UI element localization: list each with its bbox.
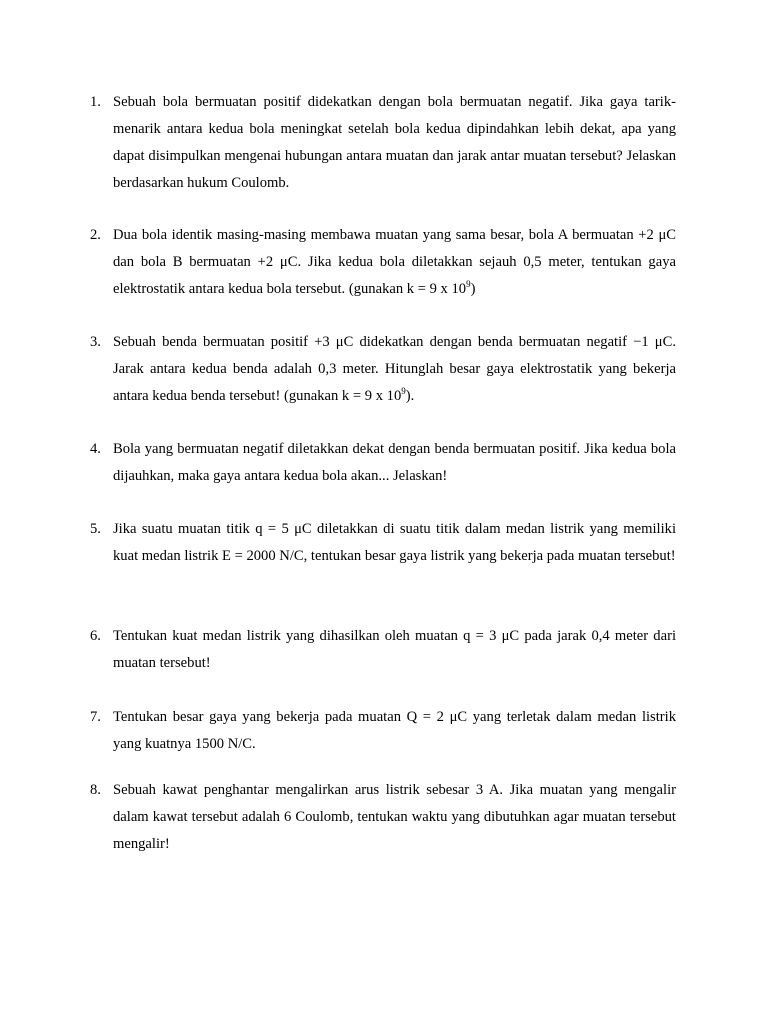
question-number: 2. <box>90 227 101 243</box>
question-item <box>90 436 676 490</box>
question-text-main: Sebuah bola bermuatan positif didekatkan dengan bola bermuatan negatif. Jika gaya tarik-menarik antara kedua bola meningkat setelah bola kedua dipindahkan lebih dekat, apa yang dapat disimpulkan mengenai hubungan antara muatan dan jarak antar muatan tersebut? Jelaskan berdasarkan hukum Coulomb. <box>113 94 676 191</box>
question-text-main: Tentukan kuat medan listrik yang dihasilkan oleh muatan q = 3 μC pada jarak 0,4 meter dari muatan tersebut! <box>113 628 676 671</box>
question-number: 7. <box>90 709 101 725</box>
question-text-main: Bola yang bermuatan negatif diletakkan dekat dengan benda bermuatan positif. Jika kedua bola dijauhkan, maka gaya antara kedua bola akan... Jelaskan! <box>113 441 676 484</box>
question-text <box>113 436 676 490</box>
question-item <box>90 222 676 303</box>
question-text <box>113 222 676 303</box>
question-text <box>113 704 676 758</box>
question-number: 8. <box>90 782 101 798</box>
exponent: 9 <box>466 279 471 289</box>
question-text <box>113 89 676 197</box>
question-item <box>90 777 676 858</box>
question-text <box>113 623 676 677</box>
question-item <box>90 704 676 758</box>
question-text <box>113 516 676 570</box>
question-text-main: Jika suatu muatan titik q = 5 μC diletakkan di suatu titik dalam medan listrik yang memiliki kuat medan listrik E = 2000 N/C, tentukan besar gaya listrik yang bekerja pada muatan tersebut! <box>113 521 676 564</box>
question-text <box>113 329 676 410</box>
question-item <box>90 516 676 570</box>
question-number: 3. <box>90 334 101 350</box>
question-text <box>113 777 676 858</box>
question-number: 1. <box>90 94 101 110</box>
question-text-main: Tentukan besar gaya yang bekerja pada muatan Q = 2 μC yang terletak dalam medan listrik yang kuatnya 1500 N/C. <box>113 709 676 752</box>
question-item <box>90 623 676 677</box>
question-text-main: Dua bola identik masing-masing membawa muatan yang sama besar, bola A bermuatan +2 μC dan bola B bermuatan +2 μC. Jika kedua bola diletakkan sejauh 0,5 meter, tentukan gaya elektrostatik antara kedua bola tersebut. (gunakan k = 9 x 10 <box>113 227 676 297</box>
question-number: 5. <box>90 521 101 537</box>
question-text-after: ) <box>470 281 476 297</box>
question-text-main: Sebuah benda bermuatan positif +3 μC didekatkan dengan benda bermuatan negatif −1 μC. Jarak antara kedua benda adalah 0,3 meter. Hitunglah besar gaya elektrostatik yang bekerja antara kedua benda tersebut! (gunakan k = 9 x 10 <box>113 334 676 404</box>
question-text-main: Sebuah kawat penghantar mengalirkan arus listrik sebesar 3 A. Jika muatan yang mengalir dalam kawat tersebut adalah 6 Coulomb, tentukan waktu yang dibutuhkan agar muatan tersebut mengalir! <box>113 782 676 852</box>
question-text-after: ). <box>405 388 415 404</box>
question-number: 4. <box>90 441 101 457</box>
exponent: 9 <box>401 386 406 396</box>
question-item <box>90 329 676 410</box>
question-number: 6. <box>90 628 101 644</box>
question-item <box>90 89 676 197</box>
